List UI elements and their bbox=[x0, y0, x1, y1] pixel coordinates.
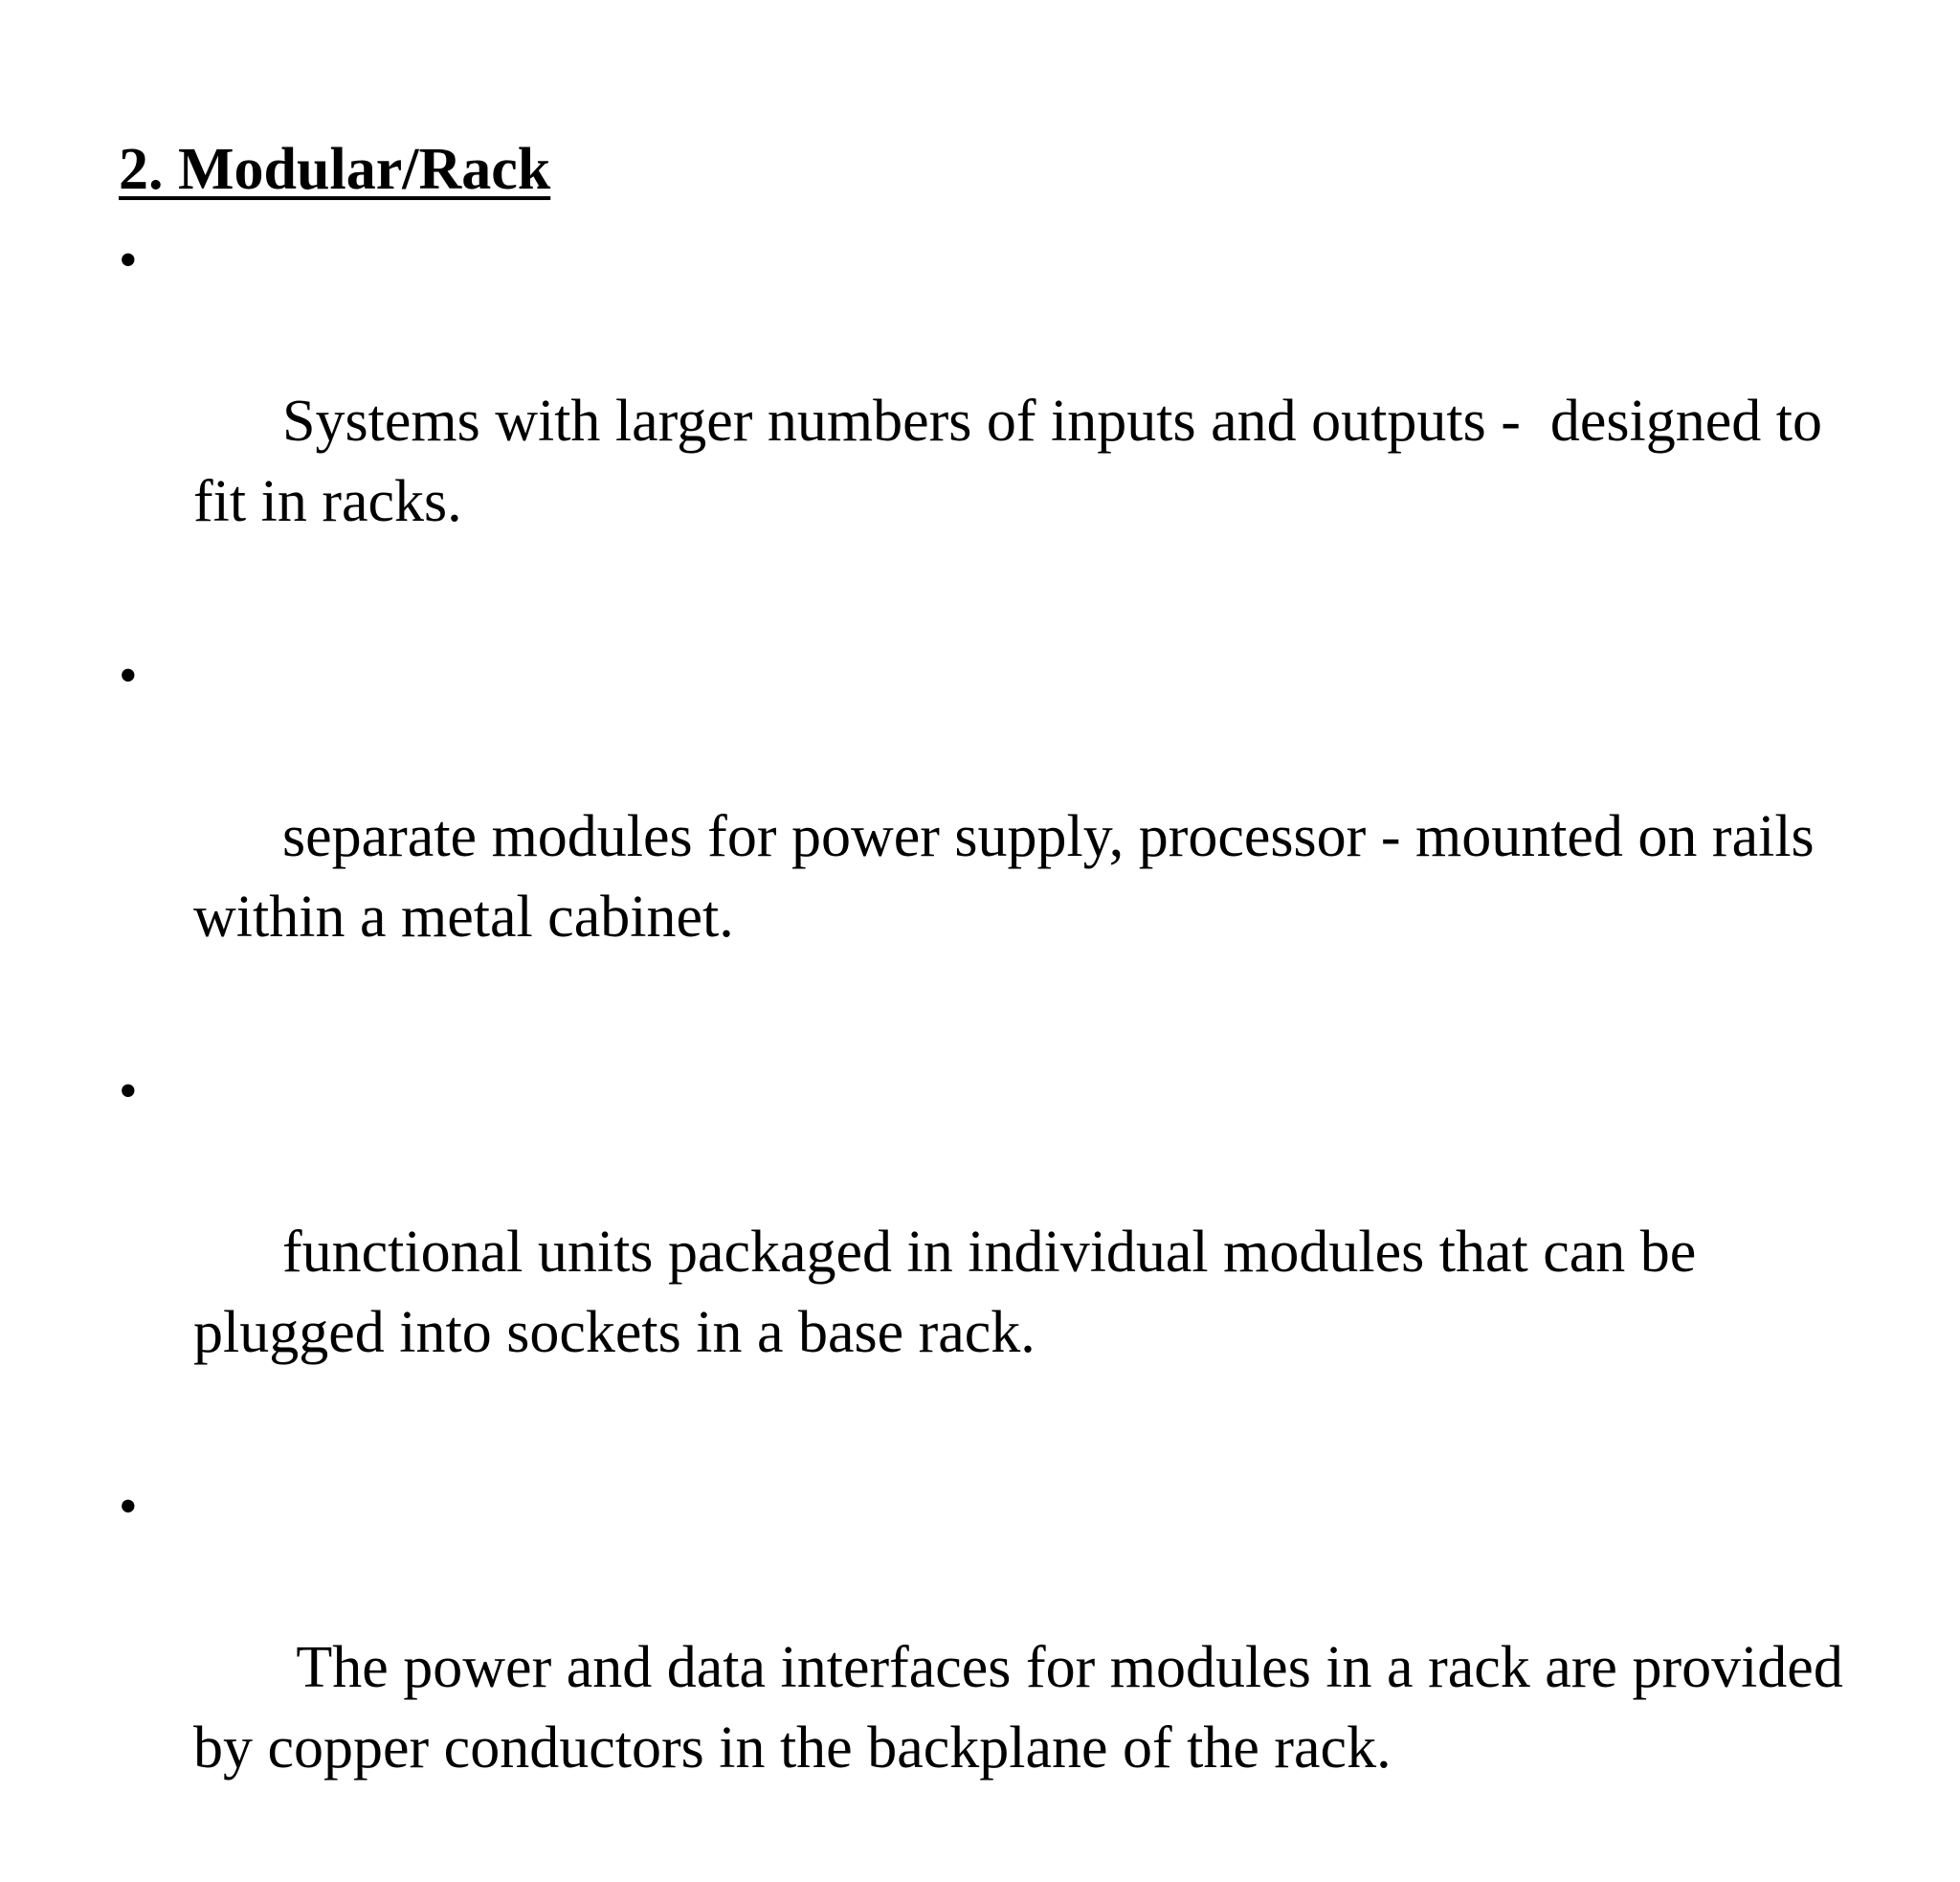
bullet-text: Systems with larger numbers of inputs and outputs - designed to fit in racks. bbox=[193, 389, 1838, 534]
bullet-icon: • bbox=[119, 1477, 138, 1536]
bullet-list bbox=[119, 220, 1870, 1882]
bullet-item bbox=[119, 220, 1870, 622]
bullet-item bbox=[119, 1467, 1870, 1869]
bullet-icon: • bbox=[119, 231, 138, 290]
bullet-icon: • bbox=[119, 1062, 138, 1121]
bullet-text: separate modules for power supply, processor - mounted on rails within a metal cabinet. bbox=[193, 804, 1830, 950]
slide-heading: 2. Modular/Rack bbox=[119, 137, 551, 202]
bullet-icon: • bbox=[119, 646, 138, 706]
bullet-text: functional units packaged in individual modules that can be plugged into sockets in a base rack. bbox=[193, 1220, 1711, 1365]
bullet-item bbox=[119, 1051, 1870, 1453]
bullet-text: The power and data interfaces for modules in a rack are provided by copper conductors in the backplane of the rack. bbox=[193, 1635, 1859, 1781]
bullet-item bbox=[119, 636, 1870, 1038]
